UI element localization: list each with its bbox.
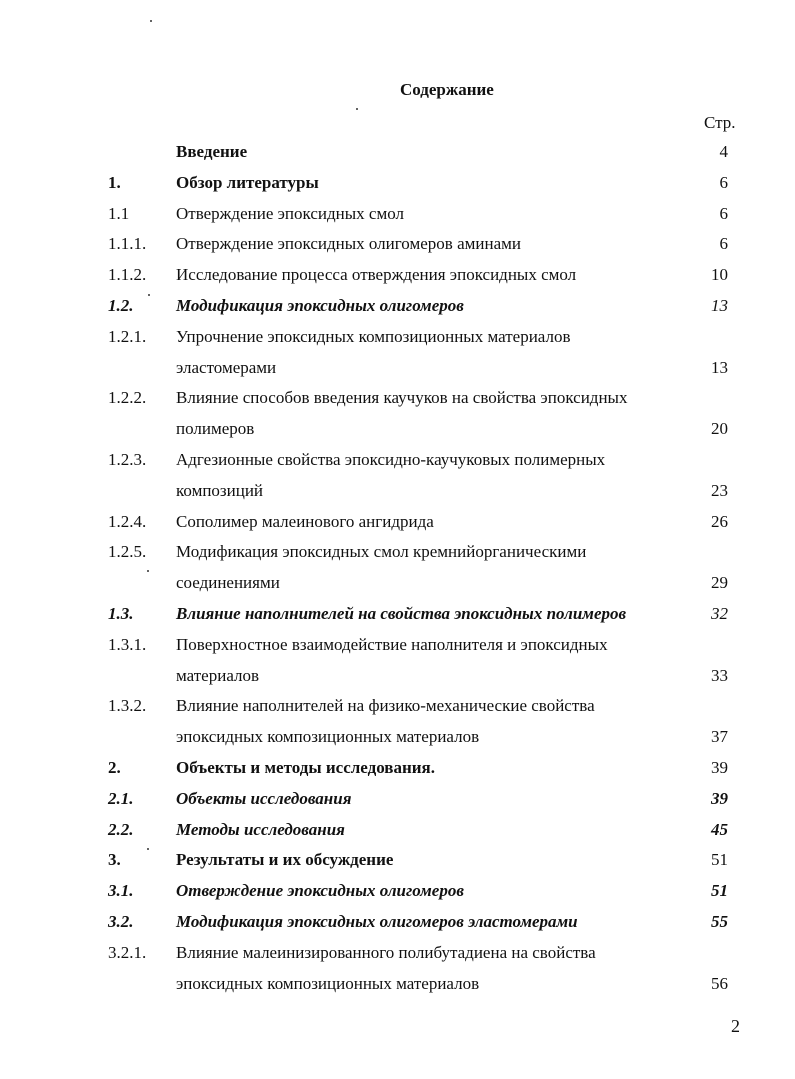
toc-entry — [0, 386, 795, 410]
toc-entry-number: 1.1.1. — [108, 234, 147, 254]
toc-entry-title: Методы исследования — [176, 819, 345, 839]
toc-entry-number: 1.2.4. — [108, 511, 147, 531]
toc-entry-page: 55 — [711, 912, 728, 931]
toc-entry-page: 23 — [711, 480, 728, 500]
toc-entry-continuation — [0, 479, 795, 503]
toc-entry — [0, 694, 795, 718]
toc-entry-number: 1.2.2. — [108, 388, 147, 408]
toc-entry-title: Поверхностное взаимодействие наполнителя и эпоксидных — [176, 634, 608, 654]
toc-entry-title: Отверждение эпоксидных олигомеров — [176, 881, 464, 901]
toc-entry-page: 45 — [711, 819, 728, 839]
toc-entry-page: 39 — [711, 758, 728, 777]
toc-entry-number: 2.2. — [108, 819, 134, 839]
toc-entry — [0, 325, 795, 349]
toc-entry-continuation — [0, 571, 795, 595]
toc-entry-number: 2.1. — [108, 788, 134, 808]
toc-entry-continuation — [0, 725, 795, 749]
toc-entry-title-cont: эластомерами — [176, 357, 277, 377]
toc-entry-number: 1.2.3. — [108, 450, 147, 469]
toc-entry — [0, 232, 795, 256]
scan-speck — [147, 570, 149, 572]
toc-entry — [0, 140, 795, 164]
toc-entry — [0, 448, 795, 472]
toc-entry-title: Влияние наполнителей на свойства эпоксидных полимеров — [176, 604, 627, 623]
toc-entry — [0, 818, 795, 842]
toc-entry-title: Введение — [176, 142, 248, 161]
toc-entry-title: Адгезионные свойства эпоксидно-каучуковых полимерных — [176, 450, 606, 469]
toc-entry-page: 26 — [711, 511, 728, 531]
toc-entry — [0, 263, 795, 287]
toc-entry-number: 1.3.2. — [108, 696, 147, 716]
toc-entry-number: 1.1 — [108, 203, 130, 223]
toc-entry-page: 6 — [719, 203, 728, 223]
toc-entry-title: Результаты и их обсуждение — [176, 850, 394, 870]
toc-entry-title: Влияние малеинизированного полибутадиена на свойства — [176, 942, 596, 962]
toc-entry-title: Объекты исследования — [176, 788, 352, 808]
toc-entry-title: Сополимер малеинового ангидрида — [176, 511, 434, 531]
toc-entry-title: Исследование процесса отверждения эпоксидных смол — [176, 265, 577, 285]
page-number: 2 — [731, 1016, 740, 1036]
scan-speck — [147, 848, 149, 850]
page-column-label: Стр. — [704, 113, 736, 132]
toc-entry-number: 1.2. — [108, 296, 134, 315]
toc-entry-title: Отверждение эпоксидных олигомеров аминами — [176, 234, 521, 254]
toc-entry-number: 1.2.1. — [108, 326, 147, 346]
toc-entry-number: 3.1. — [108, 881, 134, 901]
toc-entry-number: 1.2.5. — [108, 542, 147, 562]
toc-entry — [0, 756, 795, 780]
toc-entry-page: 51 — [711, 850, 728, 870]
scan-speck — [148, 294, 150, 296]
toc-entry-title: Упрочнение эпоксидных композиционных материалов — [176, 326, 571, 346]
toc-entry-number: 3.2.1. — [108, 942, 147, 962]
toc-entry — [0, 848, 795, 872]
toc-entry-page: 6 — [719, 172, 728, 192]
toc-entry-page: 39 — [711, 788, 728, 808]
toc-entry-number: 2. — [108, 758, 121, 777]
toc-entry-page: 10 — [711, 265, 728, 285]
toc-entry — [0, 171, 795, 195]
toc-entry-page: 13 — [711, 357, 728, 377]
toc-entry-continuation — [0, 664, 795, 688]
toc-entry-number: 1.3.1. — [108, 634, 147, 654]
toc-entry — [0, 910, 795, 934]
toc-entry-number: 1.3. — [108, 604, 134, 623]
toc-entry-number: 3. — [108, 850, 121, 870]
toc-entry-title-cont: эпоксидных композиционных материалов — [176, 973, 480, 993]
toc-entry — [0, 602, 795, 626]
scan-speck — [356, 108, 358, 110]
toc-entry-continuation — [0, 972, 795, 996]
toc-entry-page: 56 — [711, 973, 728, 993]
toc-entry-title: Влияние способов введения каучуков на свойства эпоксидных — [176, 388, 628, 408]
toc-entry-title: Объекты и методы исследования. — [176, 758, 435, 777]
toc-entry-number: 1. — [108, 172, 121, 192]
toc-entry-page: 51 — [711, 881, 728, 901]
toc-entry-page: 20 — [711, 419, 728, 439]
toc-entry — [0, 879, 795, 903]
toc-entry-number: 1.1.2. — [108, 265, 147, 285]
toc-entry — [0, 202, 795, 226]
toc-entry-page: 29 — [711, 573, 728, 593]
toc-entry-title-cont: эпоксидных композиционных материалов — [176, 727, 480, 747]
toc-entry-continuation — [0, 417, 795, 441]
toc-entry-title: Обзор литературы — [176, 172, 319, 192]
toc-entry-page: 4 — [719, 142, 728, 161]
toc-entry — [0, 941, 795, 965]
toc-entry — [0, 787, 795, 811]
toc-entry — [0, 633, 795, 657]
toc-entry-page: 6 — [719, 234, 728, 254]
toc-entry — [0, 540, 795, 564]
toc-entry-title-cont: композиций — [176, 480, 264, 500]
toc-entry — [0, 510, 795, 534]
toc-entry-page: 32 — [711, 604, 728, 623]
toc-entry-page: 33 — [711, 665, 728, 685]
toc-entry-title: Модификация эпоксидных смол кремнийорганическими — [176, 542, 587, 562]
toc-entry-page: 37 — [711, 727, 728, 747]
toc-entry-title-cont: соединениями — [176, 573, 280, 593]
toc-entry-continuation — [0, 356, 795, 380]
toc-entry-page: 13 — [711, 296, 728, 315]
toc-entry-title: Влияние наполнителей на физико-механические свойства — [176, 696, 595, 716]
toc-entry-title: Модификация эпоксидных олигомеров эластомерами — [176, 912, 578, 931]
toc-entry-title: Модификация эпоксидных олигомеров — [176, 296, 464, 315]
toc-entry-title-cont: материалов — [176, 665, 260, 685]
page-title: Содержание — [400, 80, 494, 99]
toc-entry-title: Отверждение эпоксидных смол — [176, 203, 404, 223]
toc-entry-number: 3.2. — [108, 912, 134, 931]
toc-entry — [0, 294, 795, 318]
toc-entry-title-cont: полимеров — [176, 419, 255, 439]
scan-speck — [150, 20, 152, 22]
